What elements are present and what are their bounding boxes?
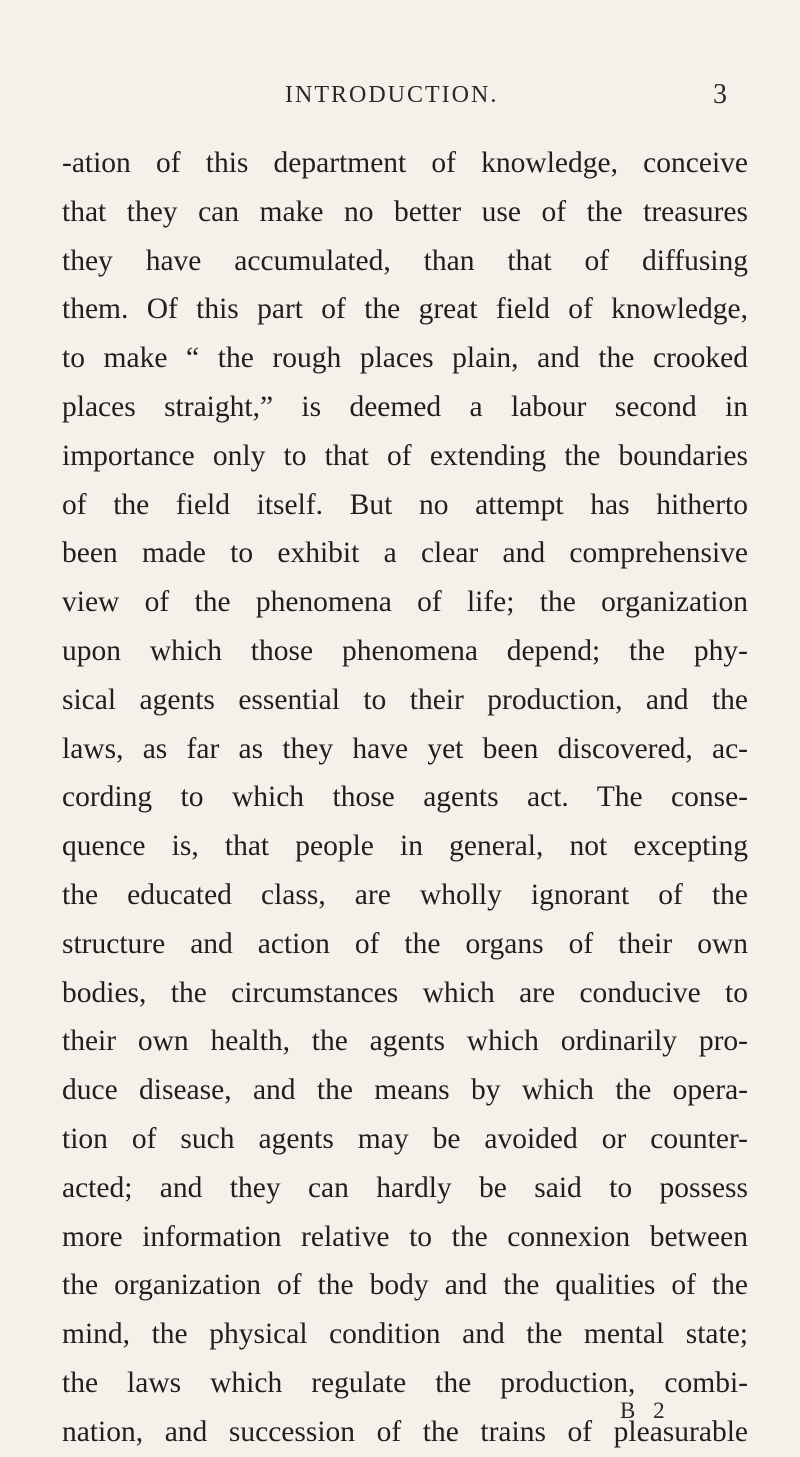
text-line: upon which those phenomena depend; the phy- (62, 634, 748, 667)
text-line: them. Of this part of the great field of knowledge, (62, 293, 748, 326)
text-line: -ation of this department of knowledge, conceive (62, 147, 748, 179)
signature-mark: B 2 (620, 1398, 671, 1423)
page-number: 3 (713, 79, 727, 110)
text-line: laws, as far as they have yet been discovered, ac- (62, 732, 748, 765)
text-line: duce disease, and the means by which the opera- (62, 1074, 748, 1107)
text-line: the laws which regulate the production, combi- (62, 1366, 748, 1399)
text-line: they have accumulated, than that of diffusing (62, 244, 748, 277)
text-line: the organization of the body and the qualities of the (62, 1269, 748, 1302)
text-line: view of the phenomena of life; the organization (62, 586, 748, 619)
body-text (62, 139, 748, 1457)
text-line: bodies, the circumstances which are conducive to (62, 976, 748, 1009)
text-line: sical agents essential to their production, and the (62, 683, 748, 716)
text-line: importance only to that of extending the boundaries (62, 439, 748, 472)
text-line: places straight,” is deemed a labour second in (62, 390, 748, 423)
text-line: the educated class, are wholly ignorant of the (62, 878, 748, 911)
text-line: quence is, that people in general, not excepting (62, 830, 748, 863)
text-line: mind, the physical condition and the mental state; (62, 1318, 748, 1351)
text-line: nation, and succession of the trains of pleasurable (62, 1415, 748, 1448)
text-line: been made to exhibit a clear and comprehensive (62, 537, 748, 570)
running-head (0, 79, 800, 112)
text-line: more information relative to the connexion between (62, 1220, 748, 1253)
running-title: INTRODUCTION. (285, 82, 499, 108)
text-line: acted; and they can hardly be said to possess (62, 1171, 748, 1204)
text-line: structure and action of the organs of their own (62, 927, 748, 960)
text-line: tion of such agents may be avoided or counter- (62, 1122, 748, 1155)
text-line: that they can make no better use of the treasures (62, 195, 748, 228)
text-line: cording to which those agents act. The conse- (62, 781, 748, 814)
text-line: of the field itself. But no attempt has hitherto (62, 488, 748, 521)
text-line: their own health, the agents which ordinarily pro- (62, 1025, 748, 1058)
text-line: to make “ the rough places plain, and the crooked (62, 342, 748, 375)
